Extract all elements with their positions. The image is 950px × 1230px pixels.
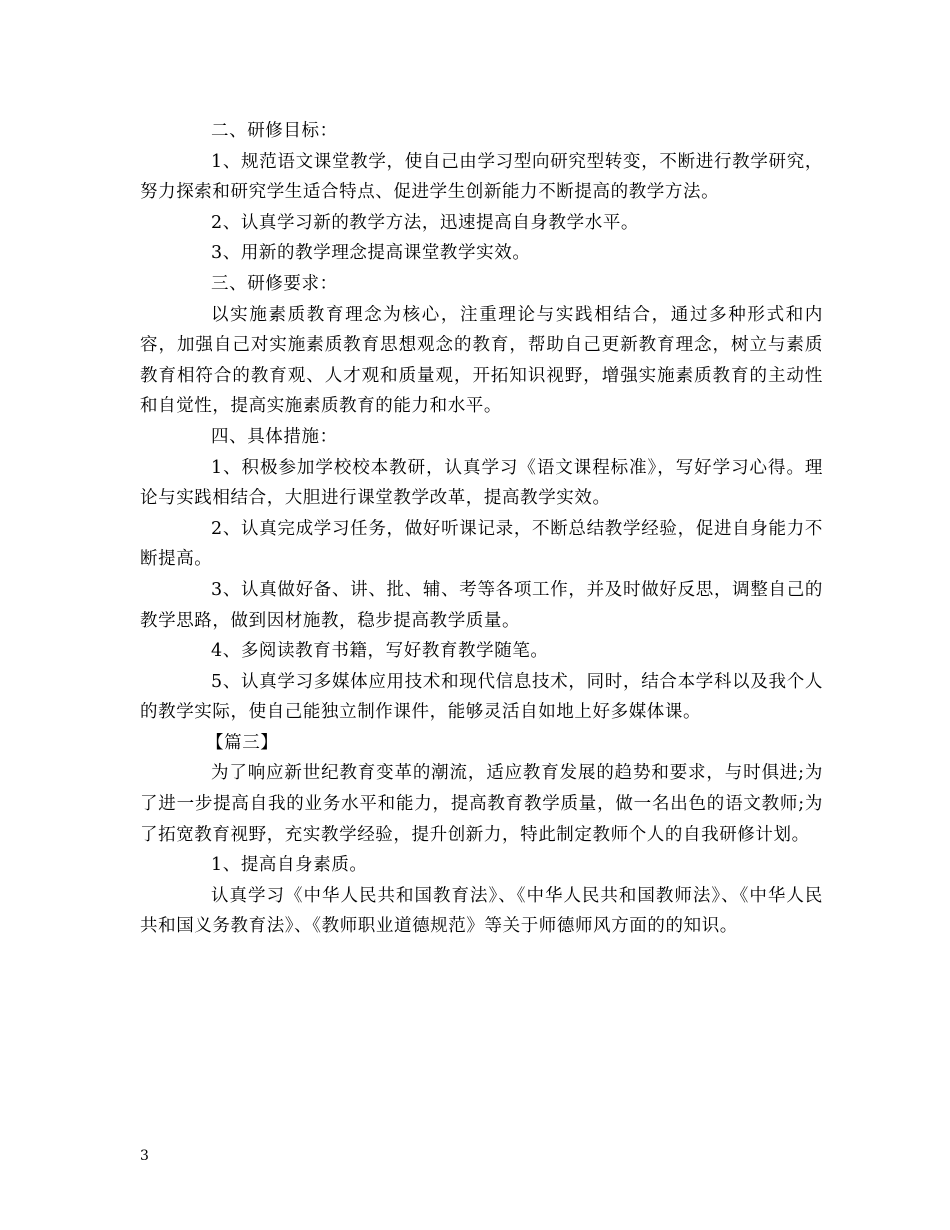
section-heading-goals: 二、研修目标： — [211, 121, 338, 141]
measure-item-2: 2、认真完成学习任务，做好听课记录，不断总结教学经验，促进自身能力不断提高。 — [140, 518, 823, 570]
requirements-paragraph: 以实施素质教育理念为核心，注重理论与实践相结合，通过多种形式和内容，加强自己对实施素质教育思想观念的教育，帮助自己更新教育理念，树立与素质教育相符合的教育观、人才观和质量观，开拓知识视野，增强实施素质教育的主动性和自觉性，提高实施素质教育的能力和水平。 — [140, 304, 823, 417]
subheading-improve-quality: 1、提高自身素质。 — [211, 855, 368, 876]
measure-item-4: 4、多阅读教育书籍，写好教育教学随笔。 — [211, 641, 549, 662]
page-number: 3 — [140, 1148, 149, 1164]
measure-item-3: 3、认真做好备、讲、批、辅、考等各项工作，并及时做好反思，调整自己的教学思路，做到因材施教，稳步提高教学质量。 — [140, 579, 823, 631]
goal-item-1: 1、规范语文课堂教学，使自己由学习型向研究型转变，不断进行教学研究，努力探索和研究学生适合特点、促进学生创新能力不断提高的教学方法。 — [140, 151, 823, 203]
laws-study-paragraph: 认真学习《中华人民共和国教育法》、《中华人民共和国教师法》、《中华人民共和国义务教育法》、《教师职业道德规范》等关于师德师风方面的的知识。 — [140, 885, 823, 937]
intro-paragraph: 为了响应新世纪教育变革的潮流，适应教育发展的趋势和要求，与时俱进;为了进一步提高自我的业务水平和能力，提高教育教学质量，做一名出色的语文教师;为了拓宽教育视野，充实教学经验，提升创新力，特此制定教师个人的自我研修计划。 — [140, 763, 823, 845]
measure-item-1: 1、积极参加学校校本教研，认真学习《语文课程标准》，写好学习心得。理论与实践相结合，大胆进行课堂教学改革，提高教学实效。 — [140, 457, 823, 509]
document-body — [140, 116, 823, 942]
measure-item-5: 5、认真学习多媒体应用技术和现代信息技术，同时，结合本学科以及我个人的教学实际，使自己能独立制作课件，能够灵活自如地上好多媒体课。 — [140, 671, 823, 723]
section-heading-requirements: 三、研修要求： — [211, 273, 338, 294]
section-heading-measures: 四、具体措施： — [211, 426, 338, 447]
goal-item-2: 2、认真学习新的教学方法，迅速提高自身教学水平。 — [211, 212, 640, 233]
goal-item-3: 3、用新的教学理念提高课堂教学实效。 — [211, 243, 531, 264]
chapter-heading-part-three: 【篇三】 — [206, 732, 279, 753]
